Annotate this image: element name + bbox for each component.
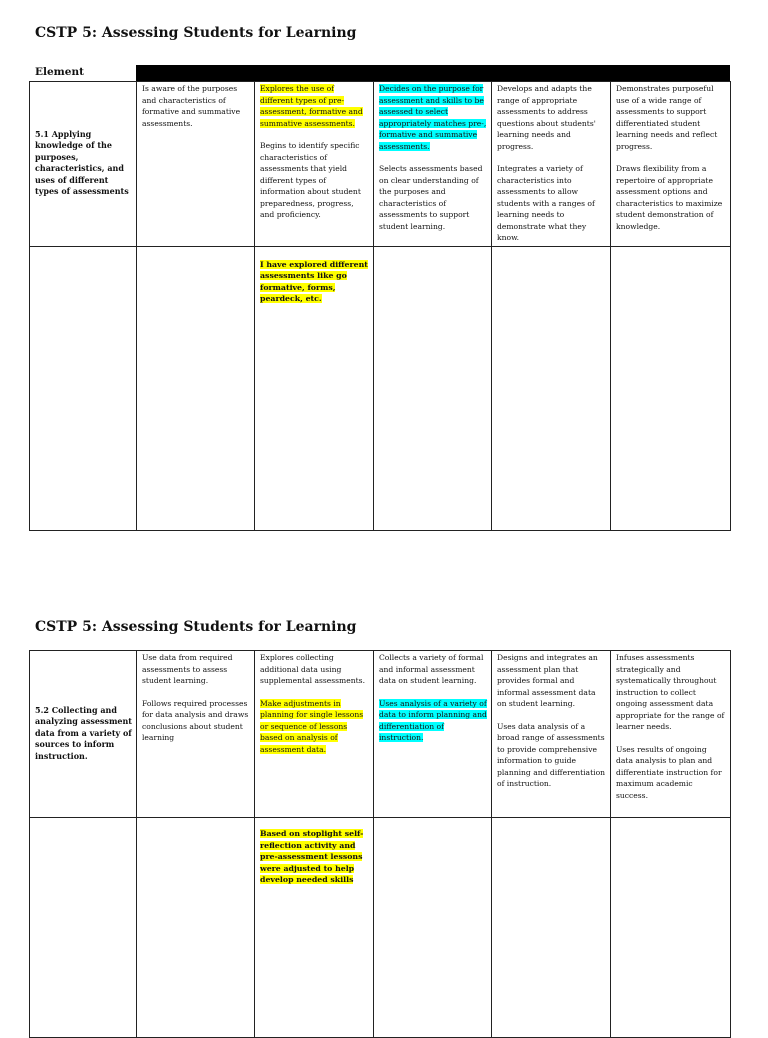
evidence-row [30,246,731,530]
descriptor-text: Uses results of ongoing data analysis to plan and differentiate instruction for maximum academic success. [616,744,722,800]
descriptor-text: Is aware of the purposes and characteristics of formative and summative assessments. [142,84,241,128]
rubric-descriptor-row [30,651,731,818]
level-1-cell [137,651,255,818]
level-3-cell [374,651,492,818]
rubric-table-5-2 [29,650,731,1038]
descriptor-text: Infuses assessments strategically and systematically throughout instruction to collect ongoing assessment data appropriate for the range of learner needs. [616,653,725,731]
level-1-cell [137,82,255,247]
highlighted-descriptor: Decides on the purpose for assessment and skills to be assessed to select appropriately matches pre-, formative and summative assessments. [379,84,487,151]
page-title: CSTP 5: Assessing Students for Learning [35,25,357,41]
evidence-row [30,818,731,1038]
descriptor-text: Develops and adapts the range of appropriate assessments to address questions about students' learning needs and progress. [497,84,596,151]
page-title: CSTP 5: Assessing Students for Learning [35,619,357,635]
element-cell: 5.2 Collecting and analyzing assessment data from a variety of sources to inform instruction. [30,651,137,818]
evidence-cell-empty [374,818,492,1038]
descriptor-text: Uses data analysis of a broad range of assessments to provide comprehensive information to guide planning and differentiation of instruction. [497,721,606,788]
highlighted-descriptor: Make adjustments in planning for single lessons or sequence of lessons based on analysis of assessment data. [260,698,364,754]
element-column-label: Element [35,66,84,78]
evidence-cell-empty [611,818,731,1038]
rubric-table-5-1 [29,81,731,531]
evidence-cell-empty [611,246,731,530]
descriptor-text: Demonstrates purposeful use of a wide range of assessments to support differentiated student learning needs and reflect progress. [616,84,718,151]
evidence-cell-empty [492,818,611,1038]
level-2-cell [255,82,374,247]
level-4-cell [492,82,611,247]
level-5-cell [611,651,731,818]
descriptor-text: Collects a variety of formal and informal assessment data on student learning. [379,653,484,685]
level-4-cell [492,651,611,818]
level-2-cell [255,651,374,818]
evidence-cell-empty [30,246,137,530]
evidence-cell-empty [492,246,611,530]
evidence-cell-empty [137,818,255,1038]
evidence-cell-empty [30,818,137,1038]
descriptor-text: Selects assessments based on clear understanding of the purposes and characteristics of assessments to support student learning. [379,164,483,231]
evidence-note: Based on stoplight self-reflection activity and pre-assessment lessons were adjusted to help develop needed skills [260,829,364,884]
descriptor-text: Use data from required assessments to assess student learning. [142,653,233,685]
evidence-cell [255,246,374,530]
rubric-descriptor-row [30,82,731,247]
descriptor-text: Follows required processes for data analysis and draws conclusions about student learning [142,698,249,742]
descriptor-text: Explores collecting additional data using supplemental assessments. [260,653,365,685]
level-3-cell [374,82,492,247]
highlighted-descriptor: Explores the use of different types of pre-assessment, formative and summative assessments. [260,84,363,128]
level-5-cell [611,82,731,247]
element-cell: 5.1 Applying knowledge of the purposes, characteristics, and uses of different types of assessments [30,82,137,247]
descriptor-text: Integrates a variety of characteristics into assessments to allow students with a ranges of learning needs to demonstrate what they know. [497,164,595,242]
evidence-cell-empty [374,246,492,530]
evidence-cell [255,818,374,1038]
highlighted-descriptor: Uses analysis of a variety of data to inform planning and differentiation of instruction. [379,698,487,742]
header-bar [136,65,730,81]
evidence-note: I have explored different assessments like go formative, forms, peardeck, etc. [260,259,368,303]
descriptor-text: Draws flexibility from a repertoire of appropriate assessment options and characteristics to maximize student demonstration of knowledge. [616,164,723,231]
descriptor-text: Designs and integrates an assessment plan that provides formal and informal assessment data on student learning. [497,653,598,708]
evidence-cell-empty [137,246,255,530]
descriptor-text: Begins to identify specific characteristics of assessments that yield different types of information about student preparedness, progress, and proficiency. [260,141,361,219]
